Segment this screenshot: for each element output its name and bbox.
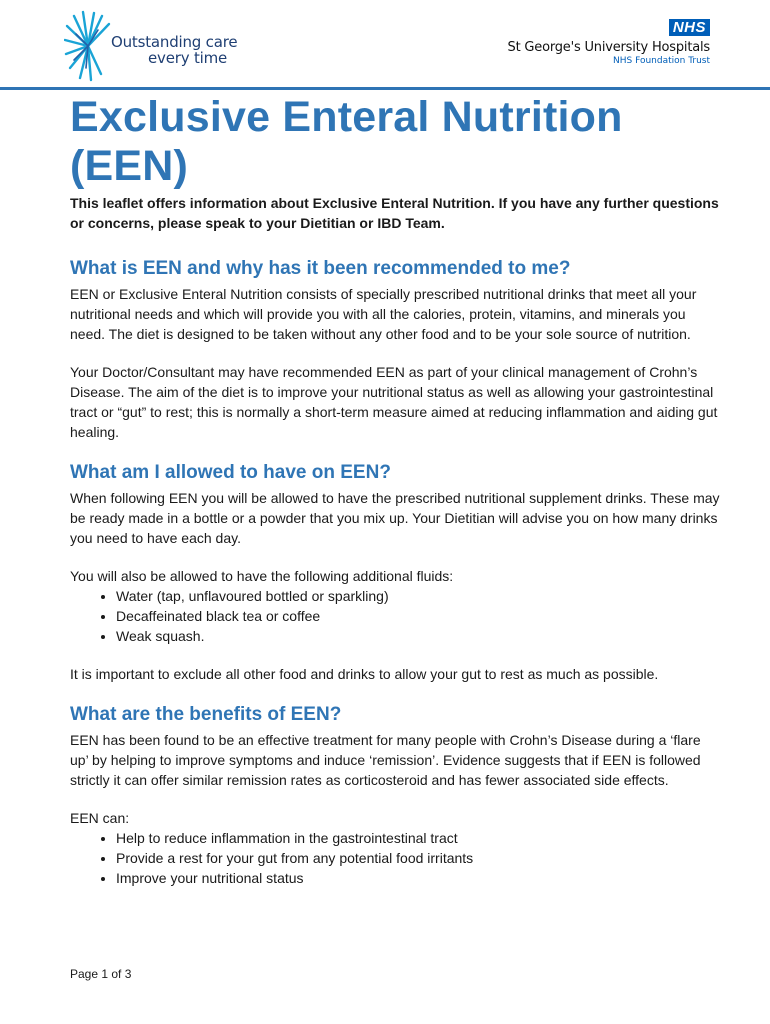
leaflet-content [70,93,720,888]
list-intro: You will also be allowed to have the following additional fluids: [70,568,454,584]
intro-text: This leaflet offers information about Exclusive Enteral Nutrition. If you have any further questions or concerns, please speak to your Dietitian or IBD Team. [70,195,719,231]
tagline-line-2: every time [148,49,228,67]
nhs-logo: NHS [669,19,710,36]
list-item: • Help to reduce inflammation in the gastrointestinal tract [116,828,720,848]
trust-name: St George's University Hospitals [507,40,710,55]
tagline-line-1: Outstanding care [111,33,238,51]
list-item: • Weak squash. [116,626,720,646]
list-item: • Provide a rest for your gut from any potential food irritants [116,848,720,868]
trust-subtitle: NHS Foundation Trust [613,56,710,66]
list-item: • Water (tap, unflavoured bottled or sparkling) [116,586,720,606]
list-item: • Decaffeinated black tea or coffee [116,606,720,626]
section-heading: What am I allowed to have on EEN? [70,462,391,483]
logo-tagline [111,35,237,66]
section-heading: What are the benefits of EEN? [70,704,342,725]
benefits-list [70,828,720,888]
section-what-is-een [70,257,720,442]
paragraph: When following EEN you will be allowed to have the prescribed nutritional supplement drinks. These may be ready made in a bottle or a powder that you mix up. Your Dietitian will advise you on how many drinks you need to have each day. [70,490,720,546]
page-header [0,0,770,92]
page-number: Page 1 of 3 [70,967,132,981]
section-benefits [70,703,720,888]
list-intro: EEN can: [70,810,130,826]
list-item: • Improve your nutritional status [116,868,720,888]
section-allowed [70,461,720,684]
trust-branding [508,19,710,66]
page-title: Exclusive Enteral Nutrition (EEN) [70,93,623,190]
paragraph: Your Doctor/Consultant may have recommended EEN as part of your clinical management of Crohn’s Disease. The aim of the diet is to improve your nutritional status as well as allowing your gastrointestinal tract or “gut” to rest; this is normally a short-term measure aimed at reducing inflammation and aiding gut healing. [70,364,718,440]
section-heading: What is EEN and why has it been recommended to me? [70,258,571,279]
fluids-list [70,586,720,646]
paragraph: EEN has been found to be an effective treatment for many people with Crohn’s Disease during a ‘flare up’ by helping to improve symptoms and induce ‘remission’. Evidence suggests that if EEN is followed strictly it can offer similar remission rates as corticosteroid and has fewer associated side effects. [70,732,701,788]
paragraph: EEN or Exclusive Enteral Nutrition consists of specially prescribed nutritional drinks that meet all your nutritional needs and which will provide you with all the calories, protein, vitamins, and minerals you need. The diet is designed to be taken without any other food and to be your sole source of nutrition. [70,286,697,342]
starburst-logo-icon [64,10,112,82]
header-divider [0,87,770,90]
paragraph: It is important to exclude all other food and drinks to allow your gut to rest as much as possible. [70,666,659,682]
